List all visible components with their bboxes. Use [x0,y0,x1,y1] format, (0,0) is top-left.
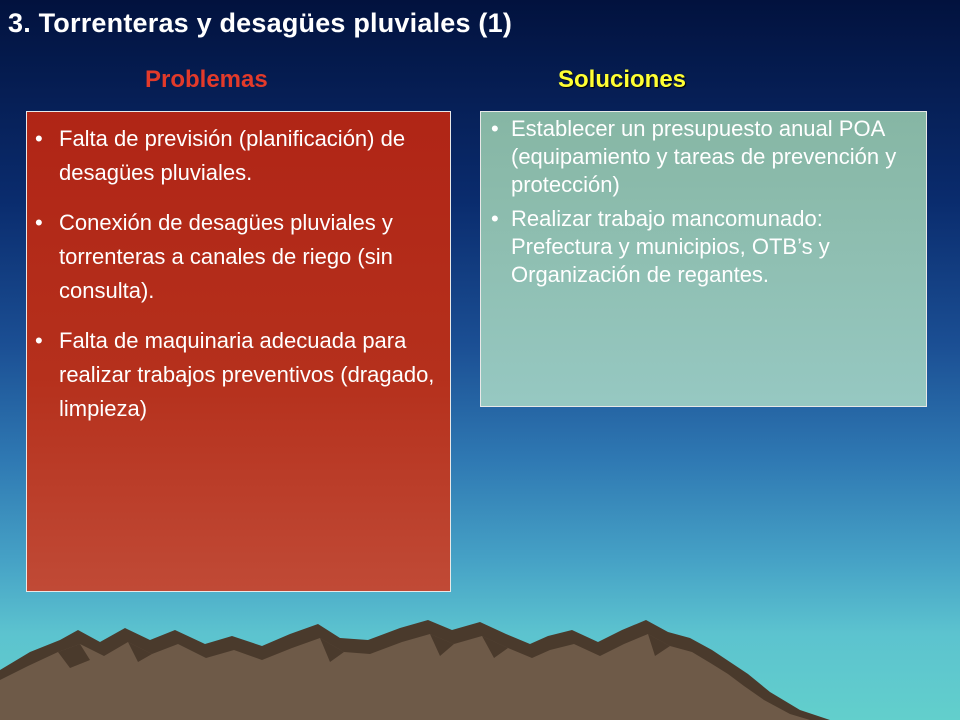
solutions-list [491,115,916,289]
solution-item-1-text: Establecer un presupuesto anual POA (equipamiento y tareas de prevención y protección) [511,116,897,197]
solutions-panel [480,111,927,407]
bullet-icon: • [35,210,43,235]
problem-item-2-text: Conexión de desagües pluviales y torrenteras a canales de riego (sin consulta). [59,210,393,303]
problem-item-3-text: Falta de maquinaria adecuada para realizar trabajos preventivos (dragado, limpieza) [59,328,435,421]
solution-item-1 [491,115,916,199]
solutions-heading: Soluciones [558,66,687,93]
problem-item-3 [35,324,436,426]
solution-item-2-text: Realizar trabajo mancomunado: Prefectura y municipios, OTB’s y Organización de regantes. [511,206,830,287]
bullet-icon: • [35,328,43,353]
bullet-icon: • [491,206,499,231]
problems-list [35,122,436,426]
bullet-icon: • [35,126,43,151]
mountain-range-illustration [0,600,960,720]
problem-item-1 [35,122,436,190]
problem-item-2 [35,206,436,308]
problems-panel [26,111,451,592]
problems-heading: Problemas [145,66,268,93]
slide-title: 3. Torrenteras y desagües pluviales (1) [8,8,513,38]
bullet-icon: • [491,116,499,141]
problem-item-1-text: Falta de previsión (planificación) de desagües pluviales. [59,126,406,185]
solution-item-2 [491,205,916,289]
